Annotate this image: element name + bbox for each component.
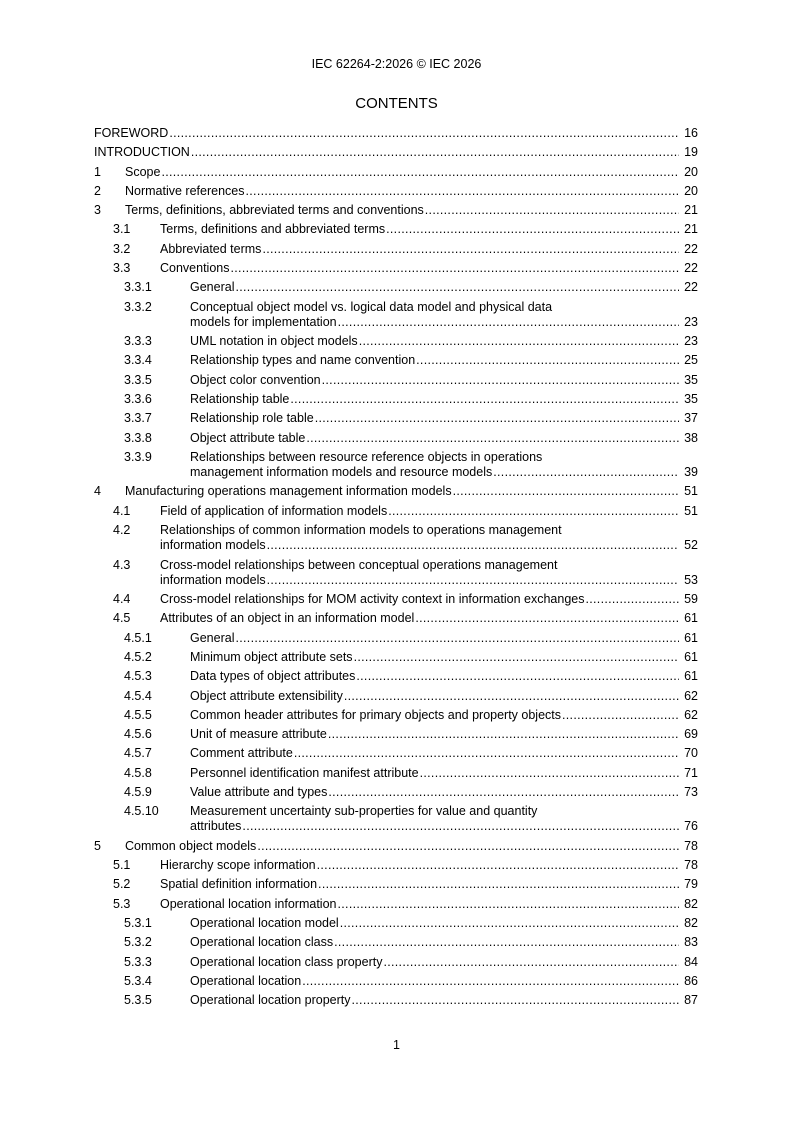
toc-entry-page: 22 [684, 280, 698, 295]
dot-leader [359, 334, 679, 349]
dot-leader [453, 484, 679, 499]
toc-entry-number: 4.5.8 [124, 765, 152, 780]
toc-entry-page: 20 [684, 183, 698, 198]
toc-entry-number: 5 [94, 838, 101, 853]
toc-entry-page: 23 [684, 314, 698, 329]
toc-entry-number: 4.4 [113, 592, 131, 607]
dot-leader [493, 465, 679, 480]
dot-leader [169, 126, 679, 141]
dot-leader [328, 727, 679, 742]
toc-entry[interactable] [94, 484, 698, 499]
toc-entry-title: Value attribute and types [190, 785, 328, 800]
toc-entry-number: 3.3.6 [124, 392, 152, 407]
toc-entry[interactable] [94, 592, 698, 607]
toc-entry[interactable] [94, 897, 698, 912]
toc-entry-title: Relationship role table [190, 411, 314, 426]
toc-entry-number: 4 [94, 484, 101, 499]
toc-entry-page: 62 [684, 688, 698, 703]
toc-entry-title: Relationships between resource reference objects in operations [190, 449, 543, 464]
toc-entry-title: Conceptual object model vs. logical data model and physical data [190, 299, 553, 314]
toc-entry-page: 61 [684, 669, 698, 684]
dot-leader [294, 746, 679, 761]
toc-entry-title: General [190, 630, 235, 645]
dot-leader [231, 261, 680, 276]
toc-entry[interactable] [94, 708, 698, 723]
toc-entry-title: Field of application of information models [160, 503, 388, 518]
dot-leader [585, 592, 679, 607]
dot-leader [318, 877, 679, 892]
dot-leader [352, 993, 679, 1008]
toc-entry-number: 4.5.5 [124, 707, 152, 722]
dot-leader [356, 669, 679, 684]
toc-entry[interactable] [94, 558, 698, 588]
dot-leader [338, 897, 680, 912]
toc-entry-number: 4.5.10 [124, 804, 159, 819]
toc-entry-number: 3.2 [113, 241, 131, 256]
toc-entry-page: 19 [684, 145, 698, 160]
toc-entry-number: 5.3.4 [124, 973, 152, 988]
toc-entry-title: Terms, definitions, abbreviated terms and conventions [125, 203, 424, 218]
toc-entry-title: Operational location [190, 973, 302, 988]
dot-leader [415, 611, 679, 626]
toc-entry-title: Terms, definitions and abbreviated terms [160, 222, 386, 237]
toc-entry-number: 5.2 [113, 877, 131, 892]
toc-entry[interactable] [94, 165, 698, 180]
toc-entry-title: Operational location information [160, 896, 337, 911]
dot-leader [191, 145, 679, 160]
dot-leader [344, 689, 679, 704]
page-number: 1 [393, 1038, 400, 1052]
toc-entry-title: Normative references [125, 183, 245, 198]
toc-entry-number: 3.3.4 [124, 353, 152, 368]
toc-entry[interactable] [94, 392, 698, 407]
toc-entry-page: 23 [684, 334, 698, 349]
toc-entry-number: 3.3.8 [124, 430, 152, 445]
toc-entry[interactable] [94, 877, 698, 892]
toc-entry-number: 4.3 [113, 557, 131, 572]
toc-entry[interactable] [94, 222, 698, 237]
toc-entry-title: Relationship types and name convention [190, 353, 416, 368]
toc-entry-title: Relationship table [190, 392, 290, 407]
toc-entry[interactable] [94, 766, 698, 781]
toc-entry-title: Object attribute extensibility [190, 688, 343, 703]
toc-entry-number: 5.3.5 [124, 993, 152, 1008]
dot-leader [562, 708, 679, 723]
toc-entry-title: UML notation in object models [190, 334, 358, 349]
toc-entry-page: 51 [684, 503, 698, 518]
toc-entry-title: FOREWORD [94, 126, 169, 140]
toc-entry-number: 5.3.2 [124, 935, 152, 950]
dot-leader [290, 392, 679, 407]
toc-entry-title: Spatial definition information [160, 877, 318, 892]
toc-entry-page: 87 [684, 993, 698, 1008]
toc-entry-title: Operational location property [190, 993, 351, 1008]
dot-leader [354, 650, 679, 665]
dot-leader [267, 538, 679, 553]
toc-entry-number: 5.3.3 [124, 954, 152, 969]
toc-entry[interactable] [94, 280, 698, 295]
toc-entry-title: Relationships of common information models to operations management [160, 523, 562, 538]
toc-entry-title: models for implementation [190, 314, 337, 329]
toc-entry[interactable] [94, 300, 698, 330]
dot-leader [420, 766, 679, 781]
toc-entry[interactable] [94, 611, 698, 626]
toc-entry[interactable] [94, 955, 698, 970]
toc-entry-title: information models [160, 538, 266, 553]
toc-entry[interactable] [94, 431, 698, 446]
toc-entry-title: Cross-model relationships between conceptual operations management [160, 557, 558, 572]
toc-entry-number: 4.5 [113, 611, 131, 626]
toc-entry-number: 5.3.1 [124, 916, 152, 930]
toc-entry-page: 21 [684, 203, 698, 218]
toc-entry-page: 71 [684, 765, 698, 780]
toc-entry-number: 4.2 [113, 523, 131, 538]
toc-entry-page: 53 [684, 572, 698, 587]
toc-entry-page: 76 [684, 819, 698, 834]
toc-entry-number: 3 [94, 203, 101, 218]
toc-entry-page: 69 [684, 727, 698, 742]
toc-entry-title: Object color convention [190, 372, 321, 387]
toc-entry-number: 4.5.6 [124, 727, 152, 742]
toc-entry-page: 61 [684, 630, 698, 645]
toc-entry-number: 3.3.1 [124, 280, 152, 295]
toc-entry-number: 3.3.2 [124, 299, 152, 314]
toc-entry-page: 59 [684, 592, 698, 607]
toc-entry-title: attributes [190, 819, 242, 834]
toc-entry-number: 3.3.3 [124, 334, 152, 349]
toc-entry-page: 35 [684, 392, 698, 407]
toc-entry-page: 78 [684, 858, 698, 873]
toc-entry[interactable] [94, 993, 698, 1008]
toc-entry[interactable] [94, 974, 698, 989]
toc-entry-title: Hierarchy scope information [160, 858, 316, 873]
toc-entry[interactable] [94, 804, 698, 834]
toc-entry-number: 3.3.7 [124, 411, 152, 426]
toc-entry[interactable] [94, 727, 698, 742]
toc-entry-page: 22 [684, 261, 698, 276]
dot-leader [328, 785, 679, 800]
toc-entry-page: 61 [684, 611, 698, 626]
dot-leader [383, 955, 679, 970]
toc-entry-title: Common object models [125, 838, 257, 853]
toc-entry-page: 39 [684, 464, 698, 479]
dot-leader [306, 431, 679, 446]
toc-entry-number: 4.5.1 [124, 630, 152, 645]
toc-entry-page: 61 [684, 649, 698, 664]
toc-entry[interactable] [94, 785, 698, 800]
toc-entry-page: 38 [684, 430, 698, 445]
dot-leader [416, 353, 679, 368]
toc-entry[interactable] [94, 203, 698, 218]
dot-leader [262, 242, 679, 257]
toc-entry-number: 1 [94, 164, 101, 179]
toc-entry-title: Measurement uncertainty sub-properties for value and quantity [190, 804, 538, 819]
toc-entry-page: 51 [684, 484, 698, 499]
dot-leader [340, 916, 679, 931]
toc-entry-number: 3.1 [113, 222, 131, 237]
toc-entry-title: Manufacturing operations management information models [125, 484, 452, 499]
toc-entry-page: 79 [684, 877, 698, 892]
toc-entry-number: 4.5.4 [124, 688, 152, 703]
dot-leader [315, 411, 679, 426]
toc-entry-title: Unit of measure attribute [190, 727, 327, 742]
toc-entry-number: 2 [94, 183, 101, 198]
toc-entry-page: 20 [684, 164, 698, 179]
dot-leader [334, 935, 679, 950]
toc-entry-page: 70 [684, 746, 698, 761]
toc-entry-page: 35 [684, 372, 698, 387]
toc-entry[interactable] [94, 746, 698, 761]
page-header: IEC 62264-2:2026 © IEC 2026 [311, 57, 482, 71]
toc-entry[interactable] [94, 261, 698, 276]
toc-entry-title: Abbreviated terms [160, 241, 262, 256]
toc-entry-title: Data types of object attributes [190, 669, 356, 684]
dot-leader [317, 858, 679, 873]
toc-entry-title: Operational location class [190, 935, 334, 950]
dot-leader [257, 839, 679, 854]
dot-leader [338, 315, 679, 330]
toc-entry-page: 82 [684, 896, 698, 911]
toc-entry-page: 16 [684, 126, 698, 140]
toc-entry-title: General [190, 280, 235, 295]
toc-entry[interactable] [94, 184, 698, 199]
toc-entry[interactable] [94, 523, 698, 553]
toc-entry[interactable] [94, 334, 698, 349]
toc-entry-title: Cross-model relationships for MOM activity context in information exchanges [160, 592, 585, 607]
toc-entry[interactable] [94, 839, 698, 854]
toc-entry[interactable] [94, 145, 698, 160]
toc-entry-title: Object attribute table [190, 430, 306, 445]
toc-entry-number: 5.3 [113, 896, 131, 911]
toc-entry-title: Common header attributes for primary objects and property objects [190, 707, 562, 722]
toc-entry-title: information models [160, 572, 266, 587]
toc-entry-page: 86 [684, 973, 698, 988]
toc-entry[interactable] [94, 504, 698, 519]
toc-entry-page: 78 [684, 838, 698, 853]
toc-entry[interactable] [94, 126, 698, 141]
toc-entry-number: 4.5.9 [124, 785, 152, 800]
dot-leader [235, 631, 679, 646]
toc-entry[interactable] [94, 373, 698, 388]
toc-entry[interactable] [94, 411, 698, 426]
toc-entry-page: 73 [684, 785, 698, 800]
toc-entry-page: 25 [684, 353, 698, 368]
toc-entry-number: 3.3 [113, 261, 131, 276]
toc-entry[interactable] [94, 450, 698, 480]
toc-entry[interactable] [94, 858, 698, 873]
toc-entry[interactable] [94, 916, 698, 931]
table-of-contents [94, 126, 698, 1012]
toc-entry-title: Personnel identification manifest attribute [190, 765, 419, 780]
toc-entry-title: Operational location model [190, 916, 339, 930]
toc-entry-title: Attributes of an object in an information model [160, 611, 415, 626]
toc-entry-page: 82 [684, 916, 698, 930]
dot-leader [246, 184, 680, 199]
toc-entry-title: Comment attribute [190, 746, 293, 761]
toc-entry-number: 4.5.2 [124, 649, 152, 664]
toc-entry-number: 5.1 [113, 858, 131, 873]
toc-entry-title: INTRODUCTION [94, 145, 190, 160]
toc-entry[interactable] [94, 935, 698, 950]
toc-entry-page: 37 [684, 411, 698, 426]
dot-leader [161, 165, 679, 180]
toc-entry-page: 62 [684, 707, 698, 722]
toc-entry-number: 3.3.5 [124, 372, 152, 387]
toc-entry-page: 83 [684, 935, 698, 950]
contents-title: CONTENTS [355, 95, 438, 112]
toc-entry-page: 84 [684, 954, 698, 969]
toc-entry[interactable] [94, 669, 698, 684]
toc-entry-number: 3.3.9 [124, 449, 152, 464]
toc-entry-page: 21 [684, 222, 698, 237]
toc-entry-title: Minimum object attribute sets [190, 649, 353, 664]
toc-entry-title: Operational location class property [190, 954, 383, 969]
toc-entry-page: 22 [684, 241, 698, 256]
dot-leader [267, 573, 679, 588]
toc-entry[interactable] [94, 631, 698, 646]
dot-leader [302, 974, 679, 989]
toc-entry-number: 4.5.3 [124, 669, 152, 684]
toc-entry-title: management information models and resource models [190, 464, 493, 479]
toc-entry-title: Scope [125, 164, 161, 179]
toc-entry[interactable] [94, 650, 698, 665]
dot-leader [242, 819, 679, 834]
dot-leader [322, 373, 679, 388]
dot-leader [386, 222, 679, 237]
toc-entry[interactable] [94, 689, 698, 704]
toc-entry-page: 52 [684, 538, 698, 553]
toc-entry[interactable] [94, 242, 698, 257]
dot-leader [235, 280, 679, 295]
dot-leader [425, 203, 679, 218]
dot-leader [388, 504, 679, 519]
toc-entry-number: 4.1 [113, 503, 131, 518]
toc-entry[interactable] [94, 353, 698, 368]
toc-entry-title: Conventions [160, 261, 230, 276]
toc-entry-number: 4.5.7 [124, 746, 152, 761]
